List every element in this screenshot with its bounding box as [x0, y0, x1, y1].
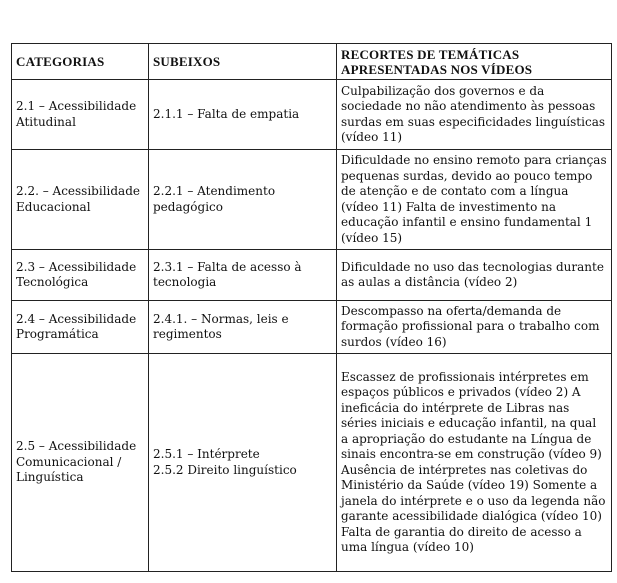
clips-cell: Descompasso na oferta/demanda de formação profissional para o trabalho com surdos (vídeo 16) — [337, 301, 612, 354]
category-cell: 2.2. – Acessibilidade Educacional — [12, 150, 149, 250]
header-thematic-clips: RECORTES DE TEMÁTICAS APRESENTADAS NOS VÍDEOS — [337, 44, 612, 80]
table-row — [12, 150, 612, 250]
subaxis-cell — [149, 250, 337, 301]
clips-cell: Dificuldade no ensino remoto para crianças pequenas surdas, devido ao pouco tempo de atenção e de contato com a língua (vídeo 11) Falta de investimento na educação infantil e ensino fundamental 1 (vídeo 15) — [337, 150, 612, 250]
subaxis-cell — [149, 80, 337, 150]
subaxis-text: 2.1.1 – Falta de empatia — [153, 106, 300, 121]
clips-cell: Culpabilização dos governos e da sociedade no não atendimento às pessoas surdas em suas especificidades linguísticas (vídeo 11) — [337, 80, 612, 150]
header-subaxes: SUBEIXOS — [149, 44, 337, 80]
subaxis-cell — [149, 301, 337, 354]
categories-table — [11, 43, 612, 572]
clips-cell: Escassez de profissionais intérpretes em espaços públicos e privados (vídeo 2) A ineficácia do intérprete de Libras nas séries iniciais e educação infantil, na qual a apropriação do estudante na Língua de sinais encontra-se em construção (vídeo 9) Ausência de intérpretes nas coletivas do Ministério da Saúde (vídeo 19) Somente a janela do intérprete e o uso da legenda não garante acessibilidade dialógica (vídeo 10) Falta de garantia do direito de acesso a uma língua (vídeo 10) — [337, 354, 612, 572]
subaxis-text: 2.5.1 – Intérprete — [153, 447, 260, 461]
category-cell: 2.1 – Acessibilidade Atitudinal — [12, 80, 149, 150]
category-cell: 2.5 – Acessibilidade Comunicacional / Linguística — [12, 354, 149, 572]
subaxis-text: 2.2.1 – Atendimento pedagógico — [153, 184, 276, 214]
table-row — [12, 80, 612, 150]
header-categories: CATEGORIAS — [12, 44, 149, 80]
subaxis-text-secondary: 2.5.2 Direito linguístico — [153, 462, 297, 477]
table-row — [12, 301, 612, 354]
table-row — [12, 354, 612, 572]
table-header-row — [12, 44, 612, 80]
subaxis-text: 2.4.1. – Normas, leis e regimentos — [153, 311, 289, 341]
subaxis-cell — [149, 150, 337, 250]
category-cell: 2.4 – Acessibilidade Programática — [12, 301, 149, 354]
clips-cell: Dificuldade no uso das tecnologias durante as aulas a distância (vídeo 2) — [337, 250, 612, 301]
category-cell: 2.3 – Acessibilidade Tecnológica — [12, 250, 149, 301]
subaxis-cell — [149, 354, 337, 572]
subaxis-text: 2.3.1 – Falta de acesso à tecnologia — [153, 259, 302, 289]
table-row — [12, 250, 612, 301]
